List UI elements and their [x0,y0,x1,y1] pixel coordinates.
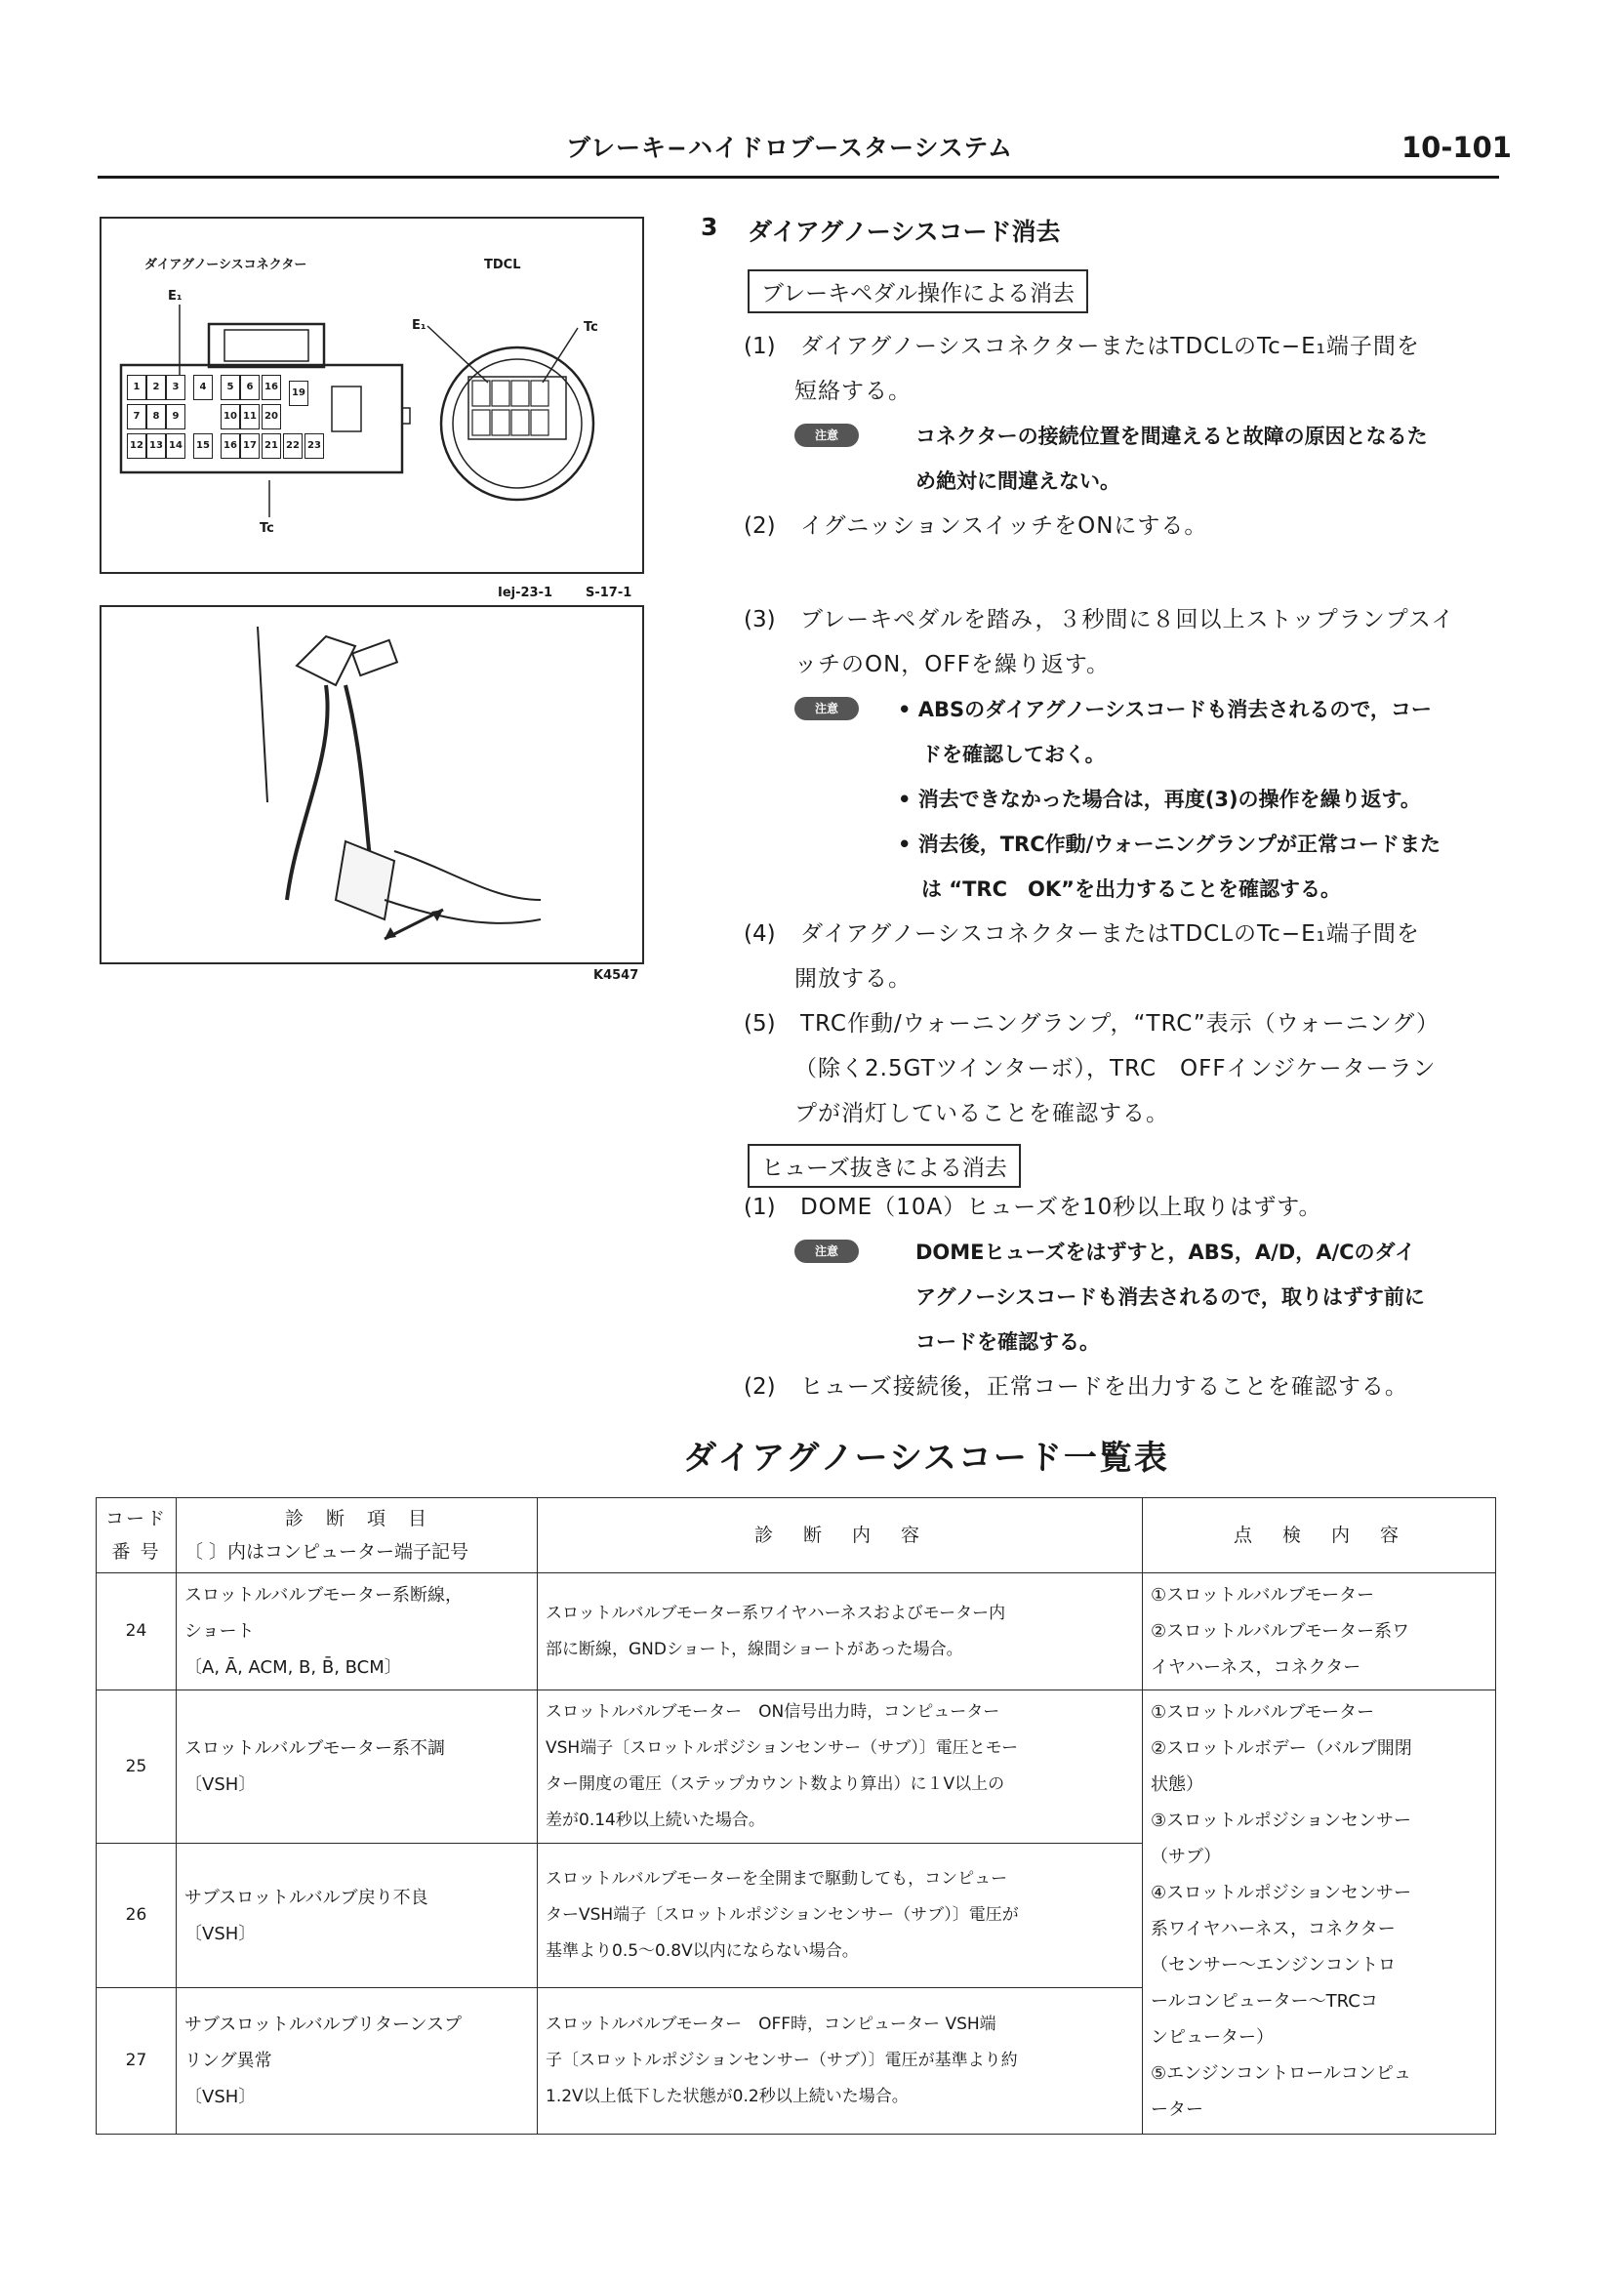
item-cell [177,1690,538,1844]
step-number: (1) [744,334,776,359]
connector-pin: 15 [193,433,213,459]
check-line: イヤハーネス，コネクター [1151,1657,1361,1678]
page-header-title: ブレーキ−ハイドロブースターシステム [566,134,1013,162]
caution-text-line: • ABSのダイアグノーシスコードも消去されるので，コー [898,698,1432,721]
figure1-caption-b: S-17-1 [586,586,632,600]
item-line: サブスロットルバルブ戻り不良 [184,1887,428,1908]
connector-pin: 13 [146,433,166,459]
table-body [97,1573,1496,2135]
header-item-a: 診 断 項 目 [284,1508,428,1529]
section-title: ダイアグノーシスコード消去 [748,218,1061,246]
caution-badge: 注意 [794,697,859,720]
step-number: (2) [744,513,776,539]
connector-pin: 14 [166,433,185,459]
diagnosis-code-table [96,1497,1496,2135]
check-line: ⑤エンジンコントロールコンピュ [1151,2063,1411,2084]
code-cell: 24 [97,1573,177,1690]
step-text-line: （除く2.5GTツインターボ），TRC OFFインジケーターラン [794,1056,1437,1081]
step-text-line: ッチのON，OFFを繰り返す。 [794,652,1111,677]
page-number: 10-101 [1401,131,1512,164]
content-line: ター開度の電圧（ステップカウント数より算出）に１V以上の [546,1774,1005,1794]
col-code-header [97,1498,177,1573]
caution-badge: 注意 [794,424,859,447]
content-line: スロットルバルブモーター ON信号出力時，コンピューター [546,1702,1000,1722]
step-text-line: ダイアグノーシスコネクターまたはTDCLのTc−E₁端子間を [800,334,1420,359]
col-check-header: 点 検 内 容 [1143,1498,1496,1573]
step-text-line: プが消灯していることを確認する。 [794,1101,1169,1126]
caution-text-line: は “TRC OK”を出力することを確認する。 [921,877,1341,901]
method-fuse-box: ヒューズ抜きによる消去 [748,1144,1021,1188]
step-text-line: ダイアグノーシスコネクターまたはTDCLのTc−E₁端子間を [800,921,1420,947]
caution-text-line: め絶対に間違えない。 [915,469,1120,493]
tc-label-bottom: Tc [260,521,274,536]
figure1-caption-a: Iej-23-1 [498,586,553,600]
section-number: 3 [701,213,718,241]
code-cell: 26 [97,1844,177,1988]
method-brake-pedal-box: ブレーキペダル操作による消去 [748,269,1088,313]
col-item-header [177,1498,538,1573]
step-number: (3) [744,607,776,632]
item-cell [177,1844,538,1988]
step-number: (2) [744,1374,776,1400]
step-text-line: ブレーキペダルを踏み，３秒間に８回以上ストップランプスイ [800,607,1455,632]
content-line: スロットルバルブモーター系ワイヤハーネスおよびモーター内 [546,1603,1006,1623]
figure2-caption: K4547 [593,968,639,983]
header-item-b: 〔 〕内はコンピューター端子記号 [184,1541,469,1563]
connector-pin: 3 [166,375,185,400]
header-code-a: コード [104,1508,167,1529]
connector-pin: 6 [240,375,260,400]
connector-pin: 10 [221,404,240,429]
e1-label-left: E₁ [168,289,183,304]
step-text-line: TRC作動/ウォーニングランプ，“TRC”表示（ウォーニング） [800,1011,1440,1037]
content-line: 1.2V以上低下した状態が0.2秒以上続いた場合。 [546,2087,909,2106]
check-line: ーター [1151,2099,1203,2120]
check-cell [1143,1690,1496,2135]
connector-pin: 7 [127,404,146,429]
connector-pin: 11 [240,404,260,429]
content-line: VSH端子〔スロットルポジションセンサー（サブ）〕電圧とモー [546,1738,1019,1758]
content-line: 差が0.14秒以上続いた場合。 [546,1811,765,1830]
connector-pin: 22 [283,433,303,459]
check-line: ②スロットルボデー（バルブ開閉 [1151,1738,1412,1759]
check-line: ①スロットルバルブモーター [1151,1585,1375,1606]
content-line: スロットルバルブモーター OFF時，コンピューター VSH端 [546,2015,996,2034]
caution-text-line: コードを確認する。 [915,1330,1100,1354]
content-cell [538,1573,1143,1690]
item-line: リング異常 [184,2051,272,2071]
connector-pin: 5 [221,375,240,400]
item-line: 〔VSH〕 [184,1774,257,1795]
code-cell: 27 [97,1988,177,2135]
item-line: ショート [184,1621,255,1642]
connector-pin: 16 [262,375,281,400]
check-line: ①スロットルバルブモーター [1151,1702,1375,1723]
item-line: 〔A, Ā, ACM, B, B̄, BCM〕 [184,1657,402,1678]
caution-text-line: コネクターの接続位置を間違えると故障の原因となるた [915,425,1428,448]
connector-label: ダイアグノーシスコネクター [144,258,307,272]
content-cell [538,1988,1143,2135]
brake-pedal-drawing [102,607,642,962]
content-line: スロットルバルブモーターを全開まで駆動しても，コンピュー [546,1869,1008,1889]
table-title: ダイアグノーシスコード一覧表 [683,1439,1169,1478]
step-number: (5) [744,1011,776,1037]
caution-text-line: ドを確認しておく。 [921,743,1106,766]
step-text-line: ヒューズ接続後，正常コードを出力することを確認する。 [800,1374,1408,1400]
step-text-line: 開放する。 [794,966,912,992]
e1-label-right: E₁ [412,318,426,333]
check-line: 状態） [1151,1774,1203,1795]
table-row [97,1690,1496,1844]
connector-pin: 1 [127,375,146,400]
step-text-line: DOME（10A）ヒューズを10秒以上取りはずす。 [800,1195,1322,1220]
connector-pin: 20 [262,404,281,429]
step-number: (1) [744,1195,776,1220]
step-text-line: 短絡する。 [794,379,912,404]
caution-text-line: DOMEヒューズをはずすと，ABS，A/D，A/Cのダイ [915,1241,1416,1264]
caution-text-line: • 消去できなかった場合は，再度(3)の操作を繰り返す。 [898,788,1421,811]
check-line: （サブ） [1151,1847,1222,1867]
tc-label-right: Tc [584,320,598,335]
caution-text-line: • 消去後，TRC作動/ウォーニングランプが正常コードまた [898,833,1441,856]
col-content-header: 診 断 内 容 [538,1498,1143,1573]
step-number: (4) [744,921,776,947]
connector-pin: 4 [193,375,213,400]
check-line: ンピューター） [1151,2027,1274,2048]
code-cell: 25 [97,1690,177,1844]
content-line: 子〔スロットルポジションセンサー（サブ）〕電圧が基準より約 [546,2051,1018,2070]
caution-badge: 注意 [794,1240,859,1263]
connector-pin: 17 [240,433,260,459]
step-text-line: イグニッションスイッチをONにする。 [800,513,1208,539]
content-line: 部に断線，GNDショート，線間ショートがあった場合。 [546,1639,963,1659]
check-line: ③スロットルポジションセンサー [1151,1811,1411,1831]
content-cell [538,1690,1143,1844]
connector-pins [127,375,390,465]
item-line: 〔VSH〕 [184,1923,257,1944]
content-line: ターVSH端子〔スロットルポジションセンサー（サブ）〕電圧が [546,1905,1019,1925]
check-line: 系ワイヤハーネス，コネクター [1151,1919,1396,1939]
connector-pin: 21 [262,433,281,459]
connector-pin: 8 [146,404,166,429]
item-cell [177,1573,538,1690]
content-line: 基準より0.5〜0.8V以内にならない場合。 [546,1941,859,1961]
item-cell [177,1988,538,2135]
tdcl-pin-grid [472,381,548,435]
check-line: （センサー〜エンジンコントロ [1151,1955,1397,1975]
item-line: スロットルバルブモーター系断線， [184,1585,463,1606]
caution-text-line: アグノーシスコードも消去されるので，取りはずす前に [915,1285,1425,1309]
item-line: 〔VSH〕 [184,2087,257,2107]
connector-pin: 23 [304,433,324,459]
header-rule [98,176,1499,179]
connector-pin: 16 [221,433,240,459]
connector-pin: 2 [146,375,166,400]
item-line: サブスロットルバルブリターンスプ [184,2015,463,2035]
check-line: ④スロットルポジションセンサー [1151,1883,1411,1903]
brake-pedal-figure [100,605,644,964]
connector-pin: 12 [127,433,146,459]
check-line: ールコンピューター〜TRCコ [1151,1991,1378,2012]
check-line: ②スロットルバルブモーター系ワ [1151,1621,1410,1642]
connector-pin: 9 [166,404,185,429]
check-cell [1143,1573,1496,1690]
content-cell [538,1844,1143,1988]
tdcl-label: TDCL [484,258,521,272]
connector-pin: 19 [289,381,308,406]
item-line: スロットルバルブモーター系不調 [184,1738,445,1759]
table-row [97,1573,1496,1690]
header-code-b: 番 号 [111,1541,161,1563]
